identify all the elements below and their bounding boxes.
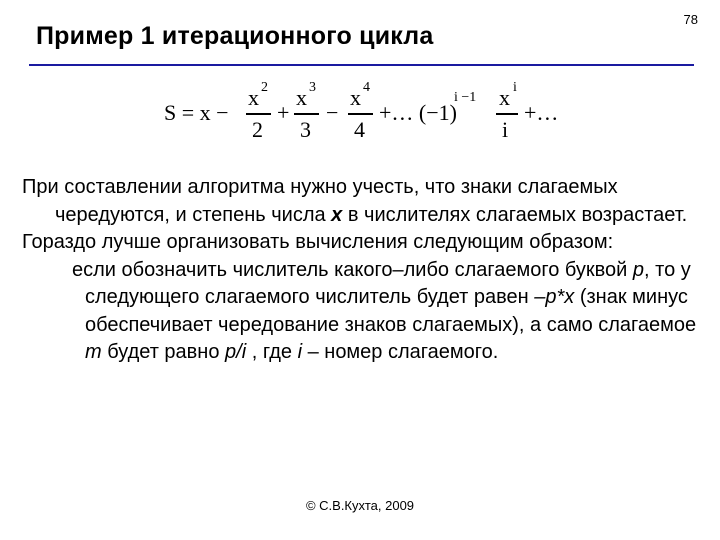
series-formula — [164, 80, 574, 144]
expression-p-over-i: p/i — [225, 341, 247, 363]
paragraph-3-text-f: – номер слагаемого. — [302, 341, 499, 363]
paragraph-3-text-e: , где — [246, 341, 298, 363]
term4-denominator: i — [502, 117, 509, 142]
title-divider — [29, 64, 694, 66]
variable-p: p — [632, 258, 645, 281]
slide-number: 78 — [683, 12, 698, 27]
copyright-footer: © С.В.Кухта, 2009 — [305, 498, 415, 513]
paragraph-1-text-b: в числителях слагаемых возрастает. — [342, 203, 688, 226]
term1-fraction-bar — [246, 113, 271, 115]
paragraph-3-text-b: , то у следующего слагаемого числитель будет равен — [85, 258, 691, 308]
variable-i: i — [297, 341, 303, 363]
formula-tail: +… — [524, 100, 559, 125]
paragraph-3-text-a: если обозначить числитель какого–либо слагаемого буквой — [72, 258, 633, 281]
formula-op-minus: − — [326, 100, 339, 125]
term3-exponent: 4 — [363, 80, 370, 95]
term3-denominator: 4 — [354, 117, 365, 142]
expression-minus-p-times-x: –p*x — [534, 286, 575, 308]
term1-denominator: 2 — [252, 117, 263, 142]
variable-m: m — [85, 341, 102, 363]
formula-mid: +… (−1) — [379, 100, 457, 125]
paragraph-1 — [22, 174, 712, 229]
slide-title: Пример 1 итерационного цикла — [36, 22, 434, 50]
term4-fraction-bar — [496, 113, 518, 115]
term1-exponent: 2 — [261, 80, 268, 95]
paragraph-3-text-c: (знак минус обеспечивает чередование знаков слагаемых), а само слагаемое — [85, 286, 697, 336]
variable-x: x — [331, 203, 343, 226]
term4-exponent: i — [513, 80, 517, 95]
term3-numerator: x — [350, 85, 361, 110]
formula-op-plus: + — [277, 100, 290, 125]
formula-mid-exponent: i −1 — [454, 90, 477, 105]
term2-exponent: 3 — [309, 80, 316, 95]
paragraph-1-text-a: При составлении алгоритма нужно учесть, что знаки слагаемых чередуются, и степень числа — [22, 176, 618, 226]
paragraph-3-text-d: будет равно — [101, 341, 226, 363]
paragraph-2: Гораздо лучше организовать вычисления следующим образом: — [22, 231, 614, 253]
term4-numerator: x — [499, 85, 510, 110]
term2-numerator: x — [296, 85, 307, 110]
paragraph-3 — [22, 257, 712, 367]
term2-fraction-bar — [294, 113, 319, 115]
term1-numerator: x — [248, 85, 259, 110]
slide-body — [22, 174, 712, 367]
term2-denominator: 3 — [300, 117, 311, 142]
term3-fraction-bar — [348, 113, 373, 115]
formula-lhs: S = x − — [164, 100, 229, 125]
